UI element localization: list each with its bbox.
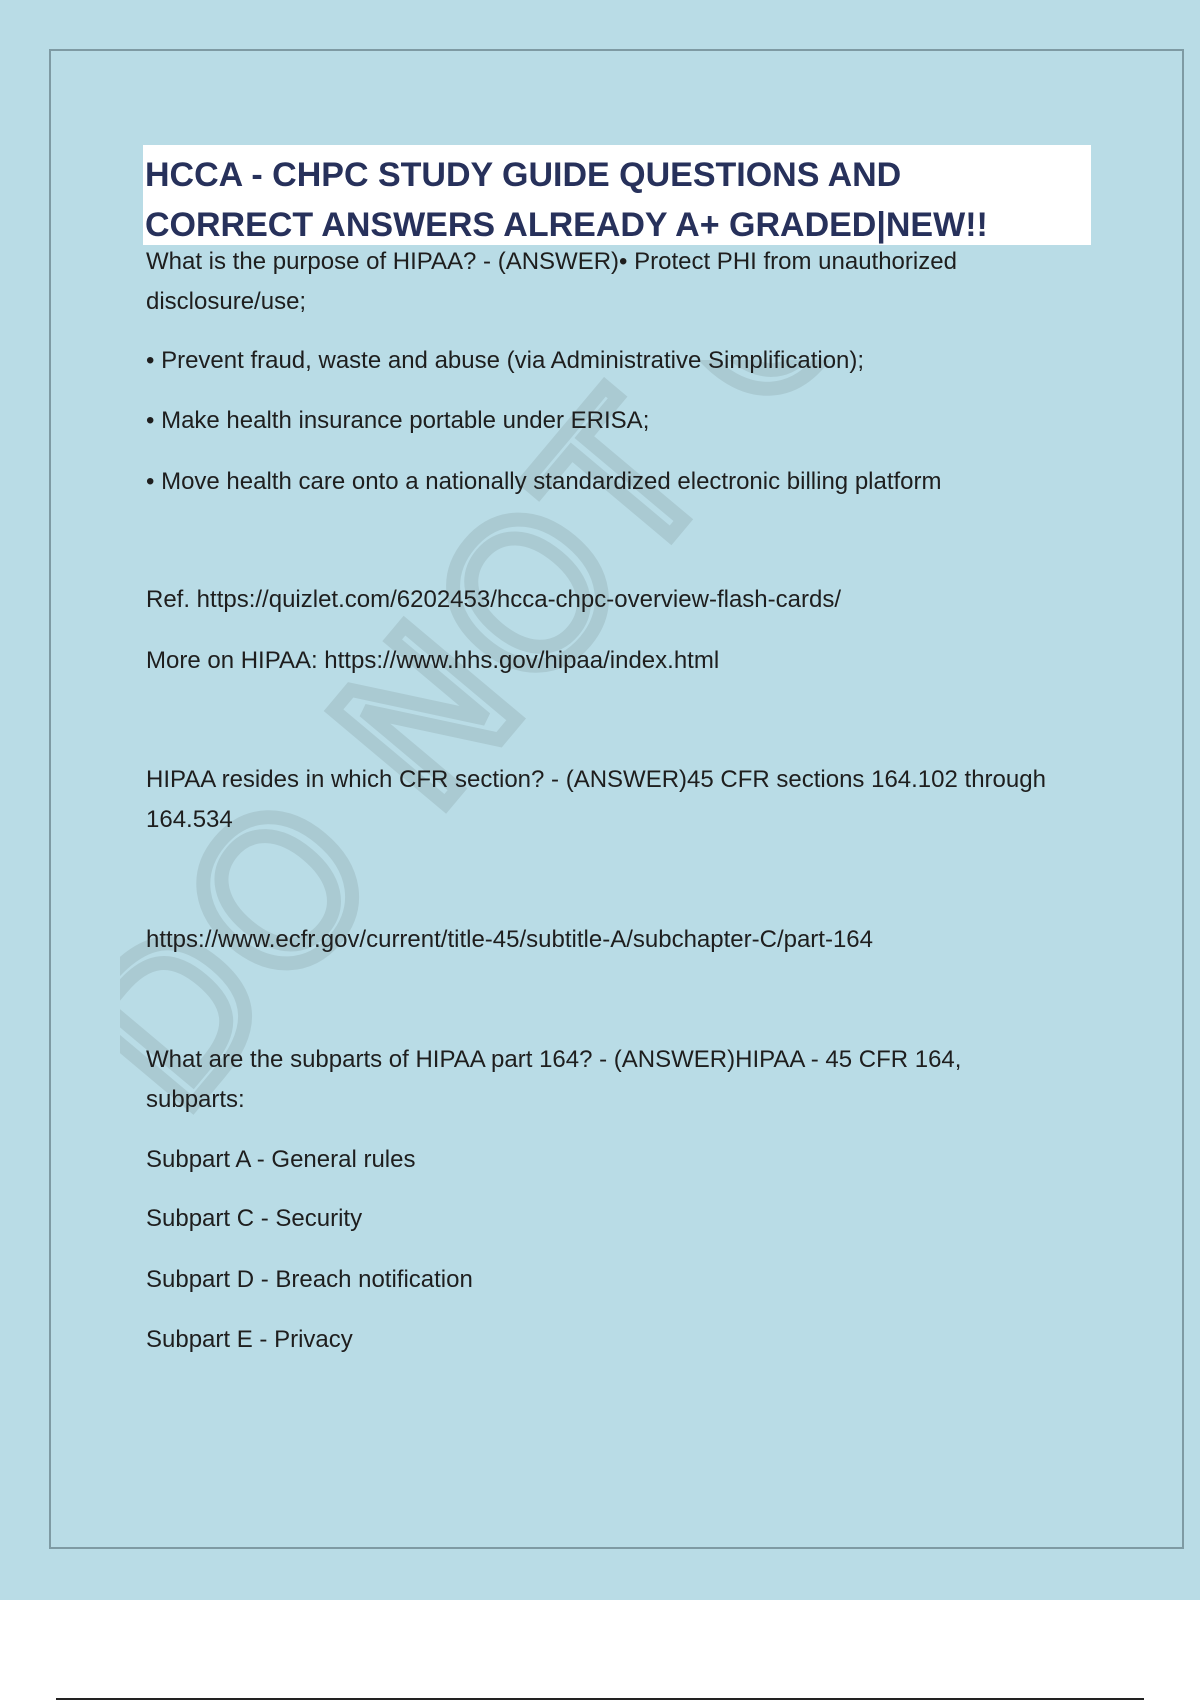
- q1-question: What is the purpose of HIPAA? - (ANSWER)• Protect PHI from unauthorized: [146, 248, 957, 275]
- document-title: [143, 145, 1091, 245]
- q1-question-cont: disclosure/use;: [146, 288, 307, 315]
- q3-subpart-c: Subpart C - Security: [146, 1205, 363, 1232]
- q1-ref-link: Ref. https://quizlet.com/6202453/hcca-chpc-overview-flash-cards/: [146, 586, 841, 613]
- q3-question: What are the subparts of HIPAA part 164? - (ANSWER)HIPAA - 45 CFR 164,: [146, 1046, 962, 1073]
- q2-question: HIPAA resides in which CFR section? - (ANSWER)45 CFR sections 164.102 through: [146, 766, 1046, 793]
- q1-bullet-3: • Move health care onto a nationally standardized electronic billing platform: [146, 468, 942, 495]
- q3-question-cont: subparts:: [146, 1086, 245, 1113]
- q2-question-cont: 164.534: [146, 806, 233, 833]
- q1-bullet-1: • Prevent fraud, waste and abuse (via Administrative Simplification);: [146, 347, 865, 374]
- q1-bullet-2: • Make health insurance portable under ERISA;: [146, 407, 650, 434]
- q3-subpart-e: Subpart E - Privacy: [146, 1326, 353, 1353]
- q3-subpart-a: Subpart A - General rules: [146, 1146, 416, 1173]
- q3-subpart-d: Subpart D - Breach notification: [146, 1266, 473, 1293]
- q2-link: https://www.ecfr.gov/current/title-45/subtitle-A/subchapter-C/part-164: [146, 926, 873, 953]
- title-line-1: HCCA - CHPC STUDY GUIDE QUESTIONS AND: [145, 156, 902, 194]
- q1-more-link: More on HIPAA: https://www.hhs.gov/hipaa/index.html: [146, 647, 720, 674]
- title-line-2: CORRECT ANSWERS ALREADY A+ GRADED|NEW!!: [145, 206, 988, 244]
